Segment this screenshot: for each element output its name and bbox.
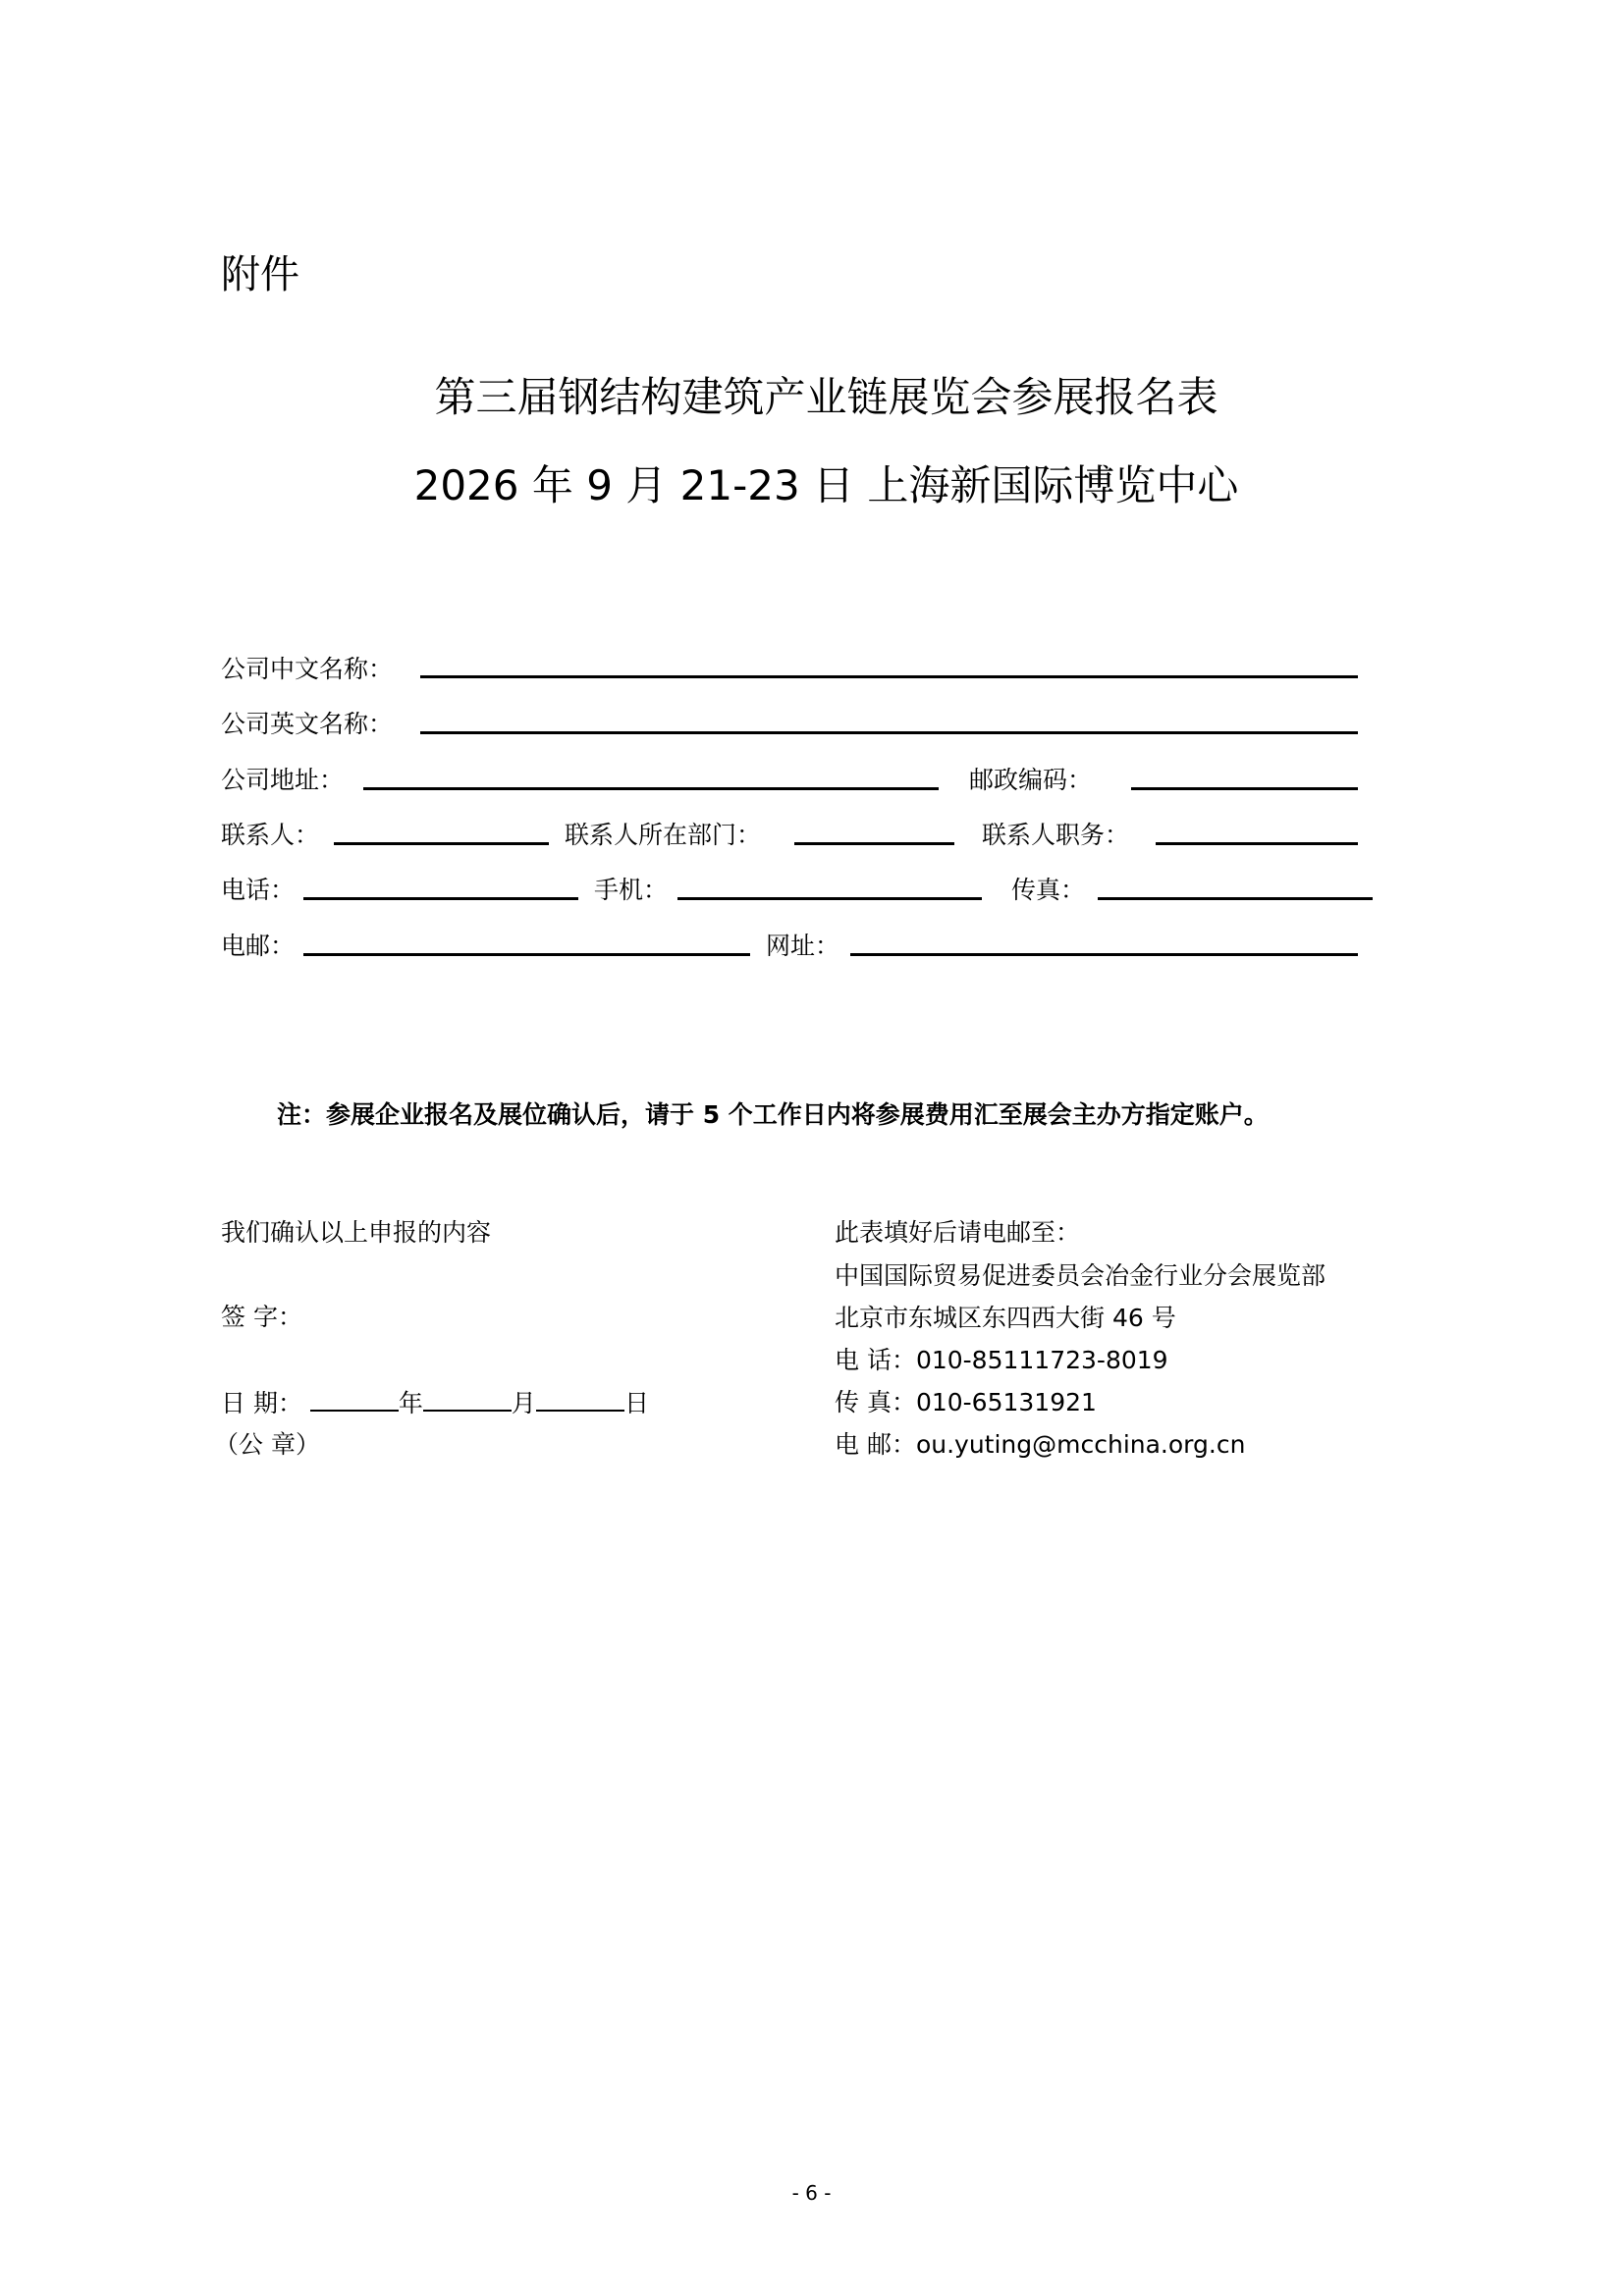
confirmation-statement: 我们确认以上申报的内容 <box>221 1218 492 1247</box>
submit-heading: 此表填好后请电邮至： <box>835 1218 1081 1247</box>
date-label: 日 期： <box>221 1389 302 1417</box>
organization-email[interactable]: 电 邮：ou.yuting@mcchina.org.cn <box>835 1430 1246 1459</box>
contact-person-field[interactable] <box>334 842 549 845</box>
contact-department-field[interactable] <box>794 842 954 845</box>
website-label: 网址： <box>766 932 840 960</box>
date-row <box>221 1384 649 1419</box>
payment-note: 注：参展企业报名及展位确认后，请于 5 个工作日内将参展费用汇至展会主办方指定账户。 <box>277 1100 1269 1129</box>
postal-code-field[interactable] <box>1131 787 1358 790</box>
form-subtitle-date-venue: 2026 年 9 月 21-23 日 上海新国际博览中心 <box>413 461 1239 509</box>
fax-field[interactable] <box>1098 897 1373 900</box>
date-year-field[interactable] <box>310 1388 399 1412</box>
company-en-name-field[interactable] <box>420 731 1358 734</box>
form-title: 第三届钢结构建筑产业链展览会参展报名表 <box>434 373 1218 421</box>
date-day-field[interactable] <box>536 1388 624 1412</box>
company-address-label: 公司地址： <box>221 766 345 794</box>
organization-fax: 传 真：010-65131921 <box>835 1388 1097 1416</box>
day-suffix: 日 <box>623 1389 649 1417</box>
page-number: - 6 - <box>791 2181 832 2205</box>
organization-name: 中国国际贸易促进委员会冶金行业分会展览部 <box>835 1261 1326 1290</box>
month-suffix: 月 <box>511 1389 536 1417</box>
company-en-name-label: 公司英文名称： <box>221 710 394 738</box>
email-field[interactable] <box>303 953 750 956</box>
email-label: 电邮： <box>221 932 296 960</box>
mobile-field[interactable] <box>677 897 982 900</box>
signature-label: 签 字： <box>221 1303 302 1331</box>
organization-phone: 电 话：010-85111723-8019 <box>835 1346 1168 1374</box>
phone-field[interactable] <box>303 897 578 900</box>
mobile-label: 手机： <box>594 876 669 904</box>
year-suffix: 年 <box>398 1389 423 1417</box>
organization-address: 北京市东城区东四西大街 46 号 <box>835 1304 1176 1332</box>
phone-label: 电话： <box>221 876 296 904</box>
postal-code-label: 邮政编码： <box>969 766 1093 794</box>
contact-title-field[interactable] <box>1156 842 1358 845</box>
fax-label: 传真： <box>1011 876 1086 904</box>
contact-person-label: 联系人： <box>221 821 320 849</box>
website-field[interactable] <box>850 953 1358 956</box>
attachment-label: 附件 <box>221 252 299 297</box>
date-month-field[interactable] <box>423 1388 512 1412</box>
company-seal-label: （公 章） <box>214 1430 320 1459</box>
company-cn-name-label: 公司中文名称： <box>221 655 394 683</box>
contact-department-label: 联系人所在部门： <box>565 821 762 849</box>
contact-title-label: 联系人职务： <box>982 821 1130 849</box>
company-address-field[interactable] <box>363 787 939 790</box>
company-cn-name-field[interactable] <box>420 675 1358 678</box>
